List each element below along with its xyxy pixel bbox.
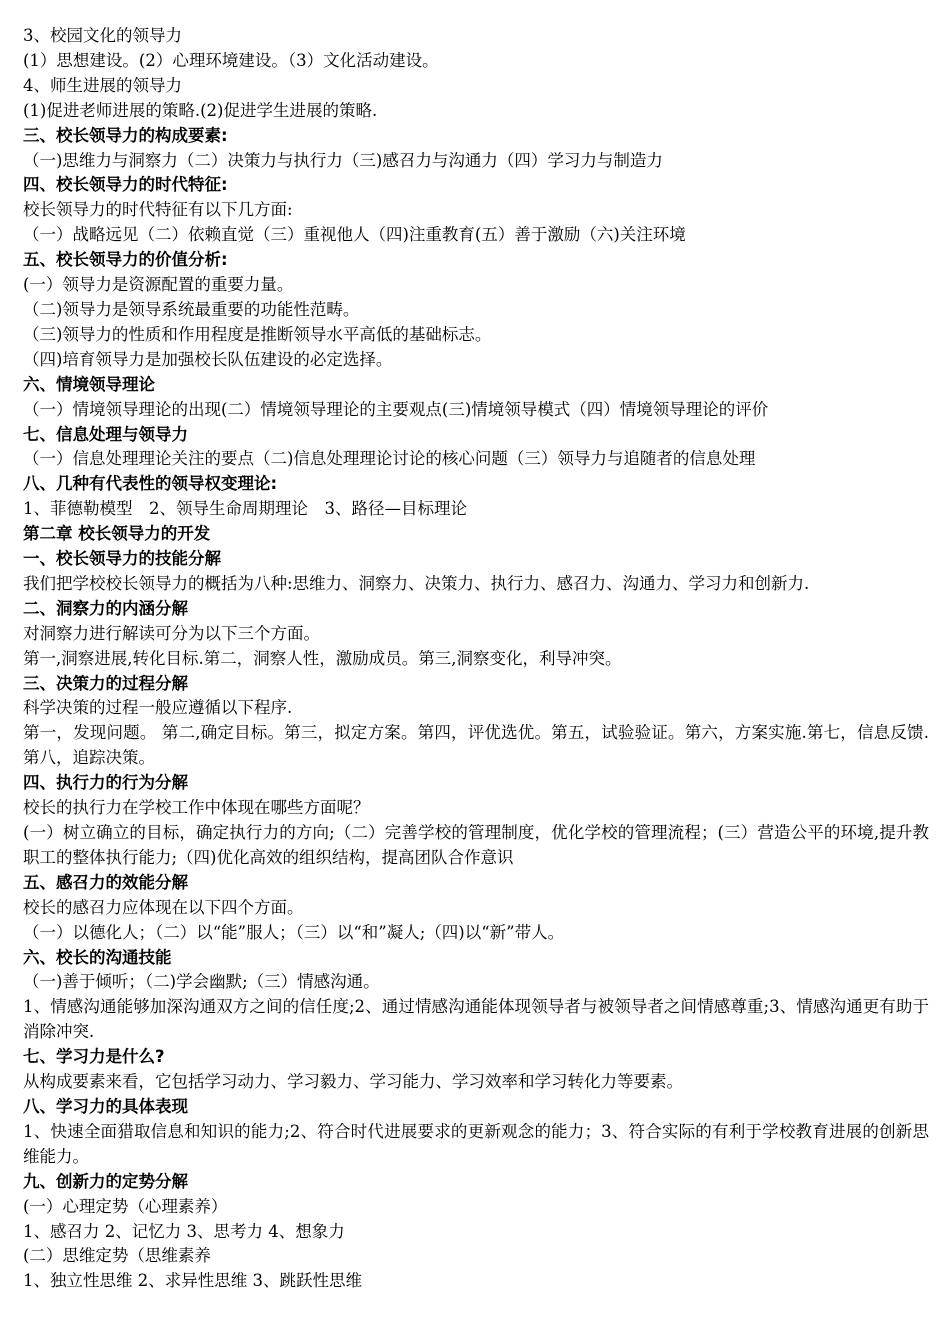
text-line: （二)领导力是领导系统最重要的功能性范畴。	[23, 299, 360, 319]
text-line: （一）情境领导理论的出现(二）情境领导理论的主要观点(三)情境领导模式（四）情境领导理论的评价	[23, 399, 769, 419]
section-heading: 二、洞察力的内涵分解	[23, 598, 188, 618]
section-heading: 一、校长领导力的技能分解	[23, 549, 221, 569]
text-line: （四)培育领导力是加强校长队伍建设的必定选择。	[23, 349, 393, 369]
text-line: (1）思想建设。(2）心理环境建设。（3）文化活动建设。	[23, 50, 439, 70]
text-line: 校长的感召力应体现在以下四个方面。	[23, 897, 304, 917]
text-line: (一）领导力是资源配置的重要力量。	[23, 275, 294, 295]
section-heading: 三、决策力的过程分解	[23, 673, 188, 693]
section-heading: 三、校长领导力的构成要素:	[23, 125, 228, 145]
text-paragraph: 我们把学校校长领导力的概括为八种:思维力、洞察力、决策力、执行力、感召力、沟通力、学习力和创新力.	[23, 573, 810, 593]
section-heading: 八、学习力的具体表现	[23, 1096, 188, 1116]
section-heading: 七、学习力是什么?	[23, 1047, 165, 1067]
text-line: （一）以德化人；（二）以“能”服人；（三）以“和”凝人;（四)以“新”带人。	[23, 922, 565, 942]
text-line: （三)领导力的性质和作用程度是推断领导水平高低的基础标志。	[23, 324, 492, 344]
section-heading: 七、信息处理与领导力	[23, 424, 188, 444]
section-heading: 五、感召力的效能分解	[23, 872, 188, 892]
section-heading: 五、校长领导力的价值分析:	[23, 250, 228, 270]
text-line: 4、师生进展的领导力	[23, 75, 182, 95]
text-line: 1、独立性思维 2、求异性思维 3、跳跃性思维	[23, 1271, 362, 1291]
text-line: 3、校园文化的领导力	[23, 26, 182, 45]
text-line: 科学决策的过程一般应遵循以下程序.	[23, 698, 293, 718]
text-line: (一）心理定势（心理素养）	[23, 1196, 228, 1216]
text-line: 第一,洞察进展,转化目标.第二，洞察人性，激励成员。第三,洞察变化，利导冲突。	[23, 648, 622, 668]
text-line: （一)思维力与洞察力（二）决策力与执行力（三)感召力与沟通力（四）学习力与制造力	[23, 150, 663, 170]
section-heading: 六、情境领导理论	[23, 374, 155, 394]
text-line: 1、感召力 2、记忆力 3、思考力 4、想象力	[23, 1221, 345, 1241]
section-heading: 六、校长的沟通技能	[23, 947, 172, 967]
text-line: 校长领导力的时代特征有以下几方面:	[23, 200, 293, 220]
text-line: (二）思维定势（思维素养	[23, 1246, 211, 1266]
text-line: 校长的执行力在学校工作中体现在哪些方面呢？	[23, 798, 370, 818]
text-line: 对洞察力进行解读可分为以下三个方面。	[23, 623, 320, 643]
text-line: （一）信息处理理论关注的要点（二)信息处理理论讨论的核心问题（三）领导力与追随者的信息处理	[23, 449, 756, 469]
text-paragraph: (一）树立确立的目标，确定执行力的方向;（二）完善学校的管理制度，优化学校的管理流程；(三）营造公平的环境,提升教职工的整体执行能力;（四)优化高效的组织结构，提高团队合作意识	[23, 823, 929, 867]
text-line: 从构成要素来看，它包括学习动力、学习毅力、学习能力、学习效率和学习转化力等要素。	[23, 1072, 683, 1092]
text-paragraph: 1、情感沟通能够加深沟通双方之间的信任度;2、通过情感沟通能体现领导者与被领导者之间情感尊重;3、情感沟通更有助于消除冲突.	[23, 997, 929, 1042]
document-page	[23, 24, 929, 1294]
section-heading: 八、几种有代表性的领导权变理论:	[23, 474, 278, 494]
section-heading: 四、校长领导力的时代特征:	[23, 175, 228, 195]
text-line: (1)促进老师进展的策略.(2)促进学生进展的策略.	[23, 100, 378, 120]
text-line: （一)善于倾听；（二)学会幽默;（三）情感沟通。	[23, 972, 380, 992]
text-paragraph: 第一，发现问题。 第二,确定目标。第三，拟定方案。第四，评优选优。第五，试验验证。第六，方案实施.第七，信息反馈. 第八，追踪决策。	[23, 723, 929, 768]
text-line: 1、菲德勒模型 2、领导生命周期理论 3、路径—目标理论	[23, 499, 467, 519]
section-heading: 第二章 校长领导力的开发	[23, 524, 211, 544]
section-heading: 九、创新力的定势分解	[23, 1171, 188, 1191]
text-paragraph: 1、快速全面猎取信息和知识的能力;2、符合时代进展要求的更新观念的能力；3、符合实际的有利于学校教育进展的创新思维能力。	[23, 1121, 929, 1166]
text-line: （一）战略远见（二）依赖直觉（三）重视他人（四)注重教育(五）善于激励（六)关注环境	[23, 225, 686, 245]
section-heading: 四、执行力的行为分解	[23, 773, 188, 793]
